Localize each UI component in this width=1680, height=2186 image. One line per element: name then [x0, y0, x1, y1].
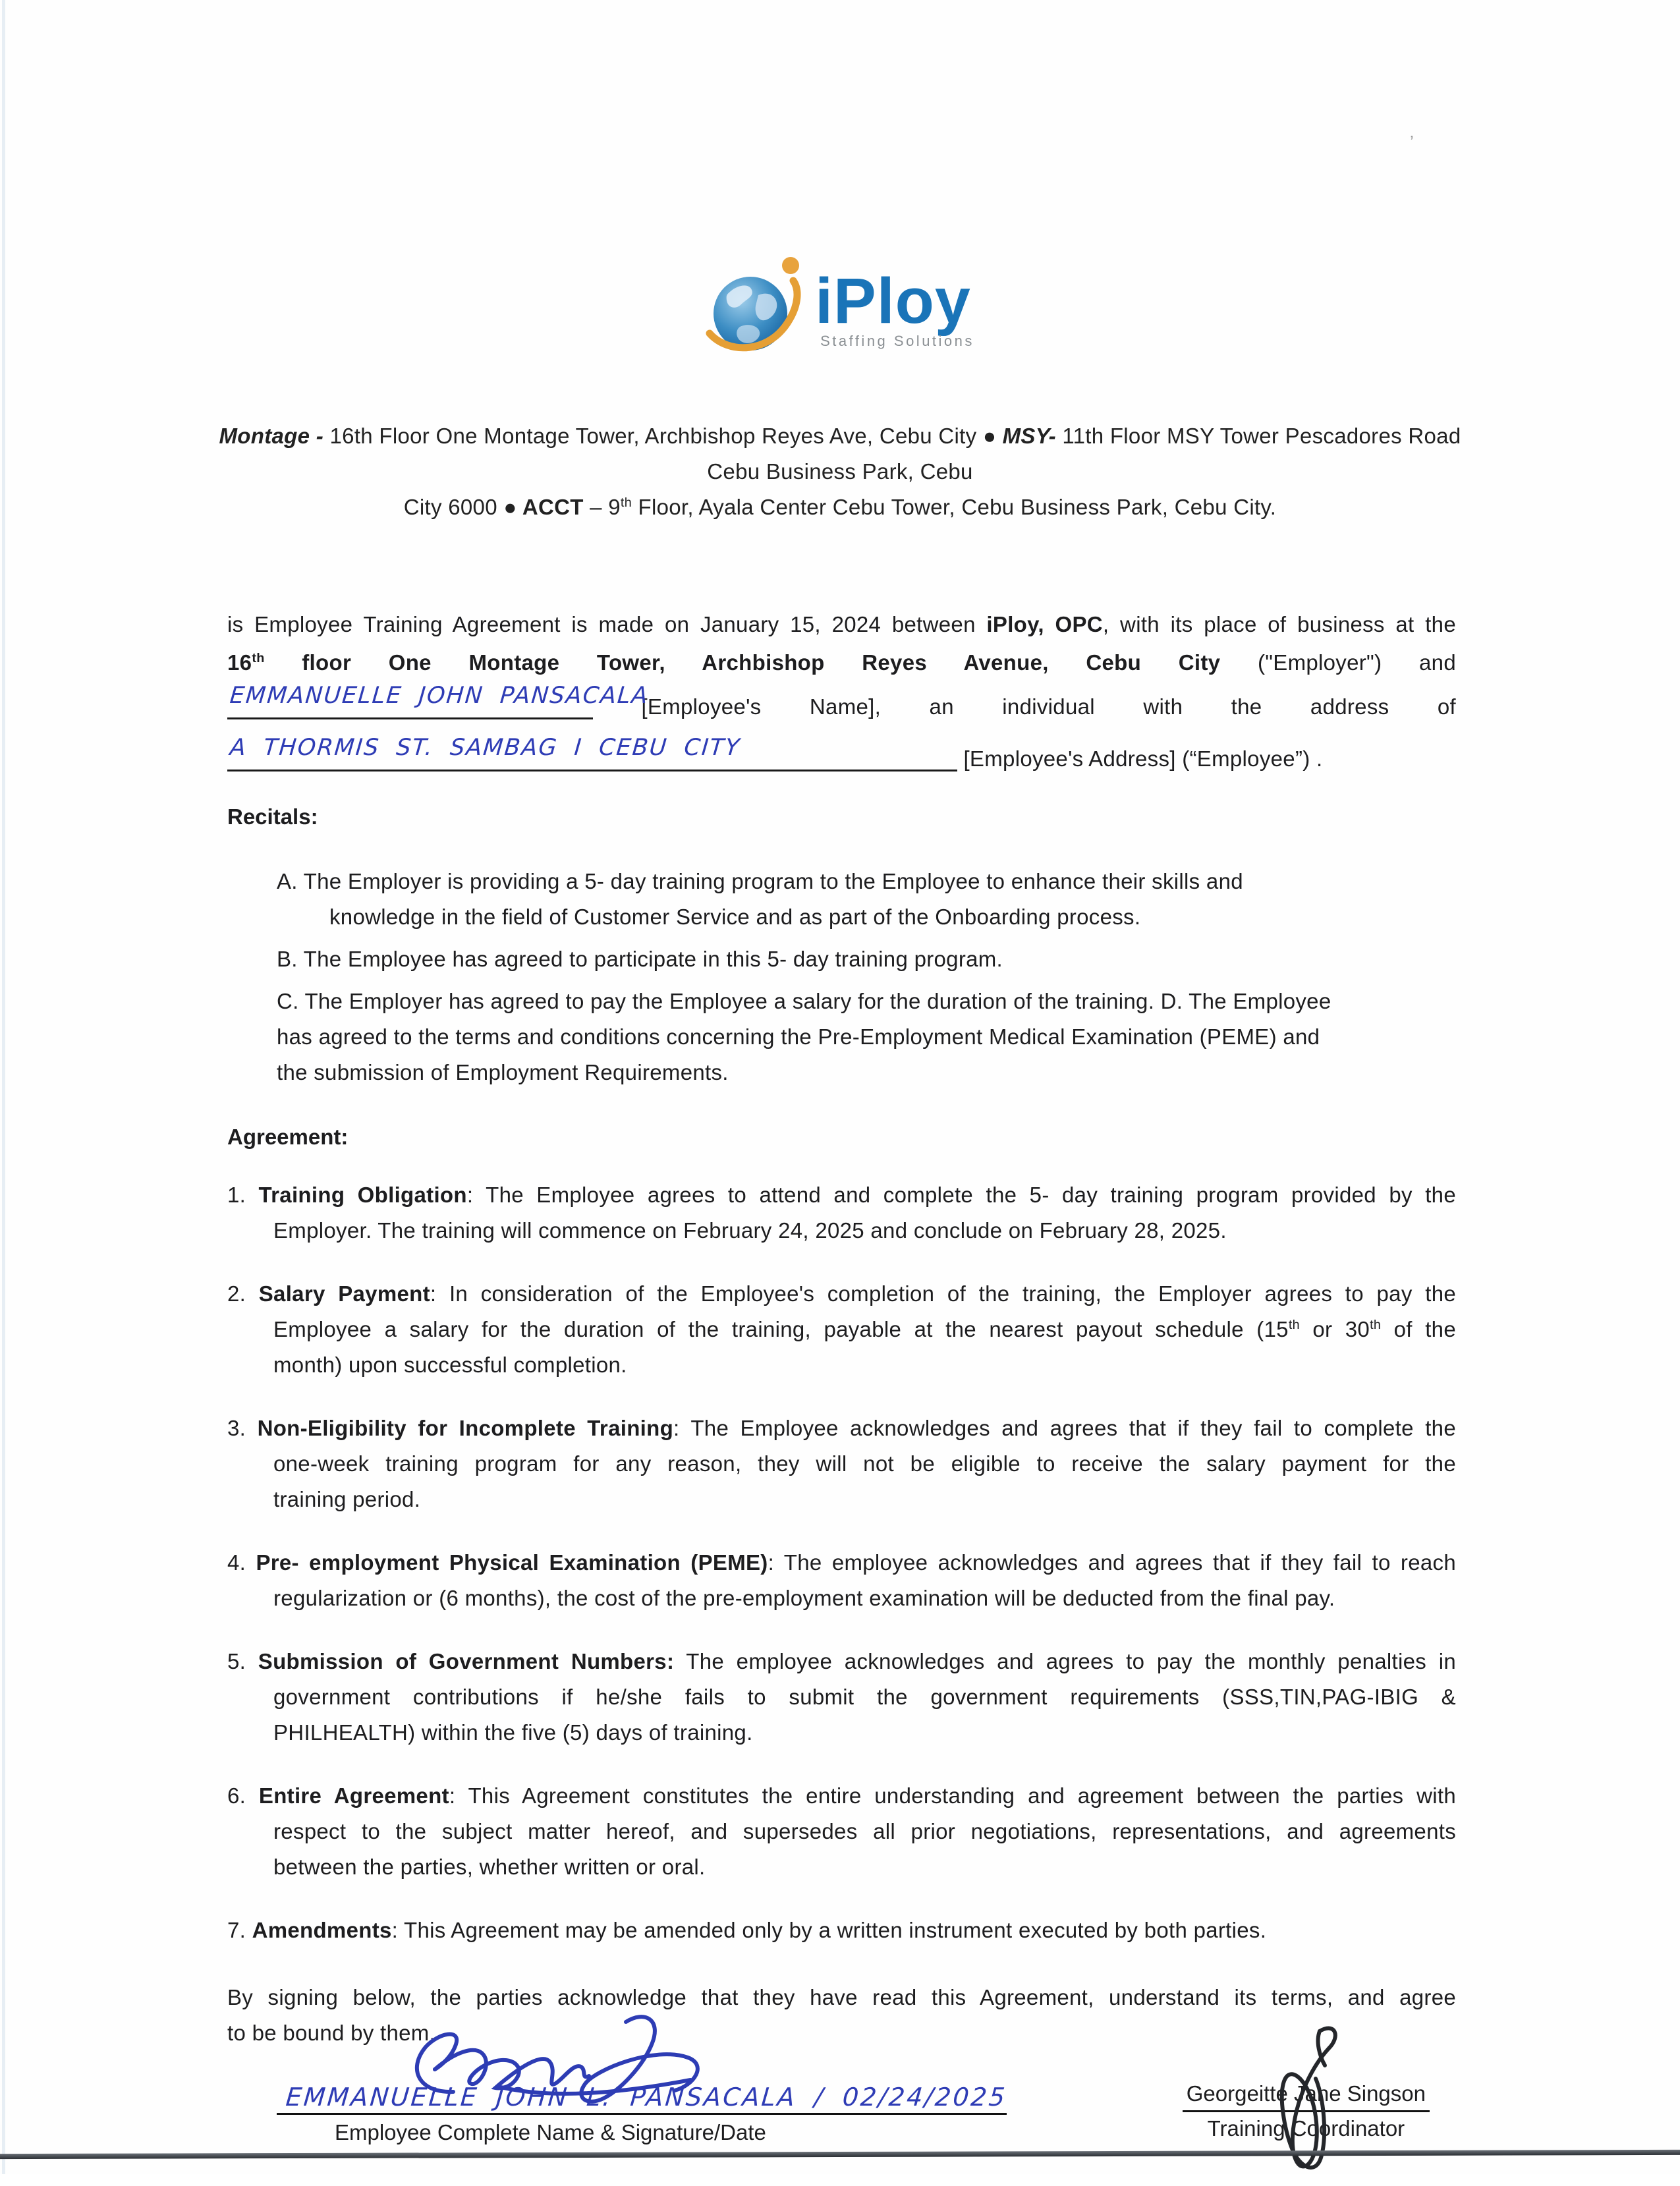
coordinator-name: Georgeitte Jane Singson — [1183, 2081, 1430, 2112]
text-line — [227, 1849, 1456, 1885]
text: 7. — [227, 1918, 252, 1942]
text: or 30 — [1299, 1317, 1370, 1341]
text: is Employee Training Agreement is made on January 15, 2024 between — [227, 612, 987, 636]
text-line — [277, 941, 1456, 977]
text: : This Agreement constitutes the entire understanding and agreement between the parties with — [449, 1783, 1456, 1808]
text-line — [227, 735, 1456, 778]
bold-text: floor One Montage Tower, Archbishop Reyes Avenue, Cebu City — [264, 650, 1221, 675]
bold-text: Montage - — [219, 424, 330, 448]
text-line — [227, 1778, 1456, 1814]
text: Floor, Ayala Center Cebu Tower, Cebu Business Park, Cebu City. — [632, 495, 1277, 519]
scan-speck — [1410, 132, 1414, 152]
tagline-text: Staffing Solutions — [820, 333, 974, 350]
bold-text: MSY- — [1002, 424, 1063, 448]
bold-text: ACCT — [522, 495, 590, 519]
text: th — [1370, 1318, 1382, 1332]
text: A. The Employer is providing a 5- day training program to the Employee to enhance their skills and — [277, 869, 1243, 893]
fill-in-blank — [227, 735, 957, 771]
bold-text: Training Obligation — [258, 1183, 467, 1207]
agreement-item — [227, 1545, 1456, 1616]
text-line — [277, 1019, 1456, 1055]
bottom-scan-edge — [0, 2150, 1680, 2159]
bold-text: ● — [982, 424, 1003, 448]
bold-text: 16 — [227, 650, 252, 675]
recitals-section — [227, 804, 1456, 1090]
text: Employee a salary for the duration of the training, payable at the nearest payout schedule (15 — [273, 1317, 1289, 1341]
text-line — [227, 1644, 1456, 1679]
employee-name-signature-line — [277, 2083, 1007, 2115]
text: [Employee's Address] (“Employee”) . — [957, 746, 1323, 771]
text-line — [227, 1482, 1456, 1517]
text: 5. — [227, 1649, 258, 1673]
agreement-item — [227, 1644, 1456, 1751]
employee-handwritten-name-date: EMMANUELLE JOHN L. PANSACALA / 02/24/2025 — [285, 2083, 1008, 2112]
text: : This Agreement may be amended only by a written instrument executed by both parties. — [391, 1918, 1267, 1942]
text: The employee acknowledges and agrees to pay the monthly penalties in — [674, 1649, 1457, 1673]
bold-text: Submission of Government Numbers: — [258, 1649, 675, 1673]
bold-text: ● — [503, 495, 522, 519]
text-line — [227, 1545, 1456, 1581]
text: Employer. The training will commence on February 24, 2025 and conclude on February 28, 2025. — [273, 1218, 1227, 1243]
recital-items — [277, 864, 1456, 1090]
bold-text: th — [252, 651, 265, 665]
text: month) upon successful completion. — [273, 1353, 627, 1377]
bold-text: iPloy, OPC — [986, 612, 1103, 636]
text: Cebu — [920, 459, 973, 484]
text: 3. — [227, 1416, 258, 1440]
text: respect to the subject matter hereof, and supersedes all prior negotiations, representations, and agreements — [273, 1819, 1456, 1843]
text-line — [277, 899, 1456, 935]
handwritten-text: A THORMIS ST. SAMBAG I CEBU CITY — [229, 735, 742, 761]
text: C. The Employer has agreed to pay the Employee a salary for the duration of the training. D. The Employee — [277, 989, 1331, 1013]
text-line — [227, 1411, 1456, 1446]
text: – 9 — [590, 495, 621, 519]
text: 16th Floor One Montage Tower, Archbishop Reyes Ave, Cebu City — [329, 424, 983, 448]
text-line — [227, 1814, 1456, 1849]
text: training period. — [273, 1487, 421, 1511]
agreement-item — [227, 1177, 1456, 1248]
bold-text: Non-Eligibility for Incomplete Training — [257, 1416, 674, 1440]
bold-text: Entire Agreement — [258, 1783, 449, 1808]
agreement-heading: Agreement: — [227, 1125, 349, 1149]
text: : The Employee acknowledges and agrees that if they fail to complete the — [673, 1416, 1456, 1440]
coordinator-title: Training Coordinator — [1207, 2116, 1405, 2141]
text: , with its place of business at the — [1102, 612, 1456, 636]
text-line — [227, 1715, 1456, 1751]
text: : In consideration of the Employee's completion of the training, the Employer agrees to pay the — [430, 1281, 1457, 1306]
bold-text: Pre- employment Physical Examination (PEME) — [256, 1550, 768, 1575]
text: between the parties, whether written or oral. — [273, 1855, 706, 1879]
text: 1. — [227, 1183, 259, 1207]
text: to be bound by them. — [227, 2021, 436, 2045]
text-line — [277, 984, 1456, 1019]
agreement-section — [227, 1125, 1456, 1948]
text: 2. — [227, 1281, 259, 1306]
office-address — [194, 418, 1486, 525]
recital-item — [277, 984, 1456, 1090]
text: : The employee acknowledges and agrees that if they fail to reach — [768, 1550, 1456, 1575]
text-line — [227, 1446, 1456, 1482]
text: ("Employer") and — [1220, 650, 1456, 675]
text-line — [227, 1581, 1456, 1616]
agreement-item — [227, 1276, 1456, 1383]
text-line — [277, 1055, 1456, 1090]
text: one-week training program for any reason, they will not be eligible to receive the salary payment for the — [273, 1451, 1456, 1476]
text-line — [227, 605, 1456, 644]
bold-text: Amendments — [252, 1918, 392, 1942]
text: By signing below, the parties acknowledge that they have read this Agreement, understand its terms, and agree — [227, 1985, 1456, 2009]
agreement-items — [227, 1177, 1456, 1948]
text-line — [227, 683, 1456, 726]
text: th — [1288, 1318, 1300, 1332]
text: regularization or (6 months), the cost of the pre-employment examination will be deducted from the final pay. — [273, 1586, 1335, 1610]
text: government contributions if he/she fails to submit the government requirements (SSS,TIN,PAG-IBIG & — [273, 1685, 1456, 1709]
text: City 6000 — [403, 495, 504, 519]
coordinator-signature-squiggle — [1254, 2018, 1366, 2186]
text: th — [620, 495, 632, 510]
text-line — [227, 1213, 1456, 1248]
recital-item — [277, 864, 1456, 935]
bold-text: Salary Payment — [258, 1281, 430, 1306]
employee-signature-label: Employee Complete Name & Signature/Date — [335, 2120, 766, 2144]
agreement-item — [227, 1913, 1456, 1948]
recitals-heading: Recitals: — [227, 804, 318, 829]
text: has agreed to the terms and conditions concerning the Pre-Employment Medical Examination (PEME) and — [277, 1024, 1320, 1049]
text: 4. — [227, 1550, 256, 1575]
brand-text: iPloy — [815, 265, 971, 337]
text: PHILHEALTH) within the five (5) days of training. — [273, 1720, 753, 1745]
coordinator-signature-block — [1183, 2081, 1430, 2141]
text: 6. — [227, 1783, 259, 1808]
text-line — [227, 1679, 1456, 1715]
agreement-item — [227, 1411, 1456, 1517]
text: [Employee's Name], an individual with the address of — [593, 694, 1456, 719]
employee-signature-block — [277, 2083, 1007, 2145]
intro-paragraph — [227, 605, 1456, 778]
text-line — [277, 864, 1456, 899]
recital-item — [277, 941, 1456, 977]
text: : The Employee agrees to attend and complete the 5- day training program provided by the — [466, 1183, 1456, 1207]
handwritten-text: EMMANUELLE JOHN PANSACALA — [229, 683, 650, 709]
fill-in-blank — [227, 683, 650, 719]
text: knowledge in the field of Customer Service and as part of the Onboarding process. — [329, 905, 1141, 929]
text: the submission of Employment Requirements. — [277, 1060, 729, 1084]
text-line — [194, 418, 1486, 490]
text-line — [227, 1312, 1456, 1347]
text-line — [227, 1913, 1456, 1948]
left-scan-edge — [2, 0, 5, 2174]
text: B. The Employee has agreed to participate in this 5- day training program. — [277, 947, 1003, 971]
company-logo — [0, 0, 1680, 362]
text-line — [227, 1177, 1456, 1213]
text-line — [227, 1347, 1456, 1383]
text: 11th Floor MSY Tower Pescadores Road Cebu Business Park, — [707, 424, 1461, 484]
globe-swoosh-icon — [706, 254, 811, 362]
text: of the — [1381, 1317, 1456, 1341]
signature-area — [277, 2081, 1430, 2145]
text-line — [227, 1276, 1456, 1312]
agreement-item — [227, 1778, 1456, 1885]
text-line — [194, 490, 1486, 525]
